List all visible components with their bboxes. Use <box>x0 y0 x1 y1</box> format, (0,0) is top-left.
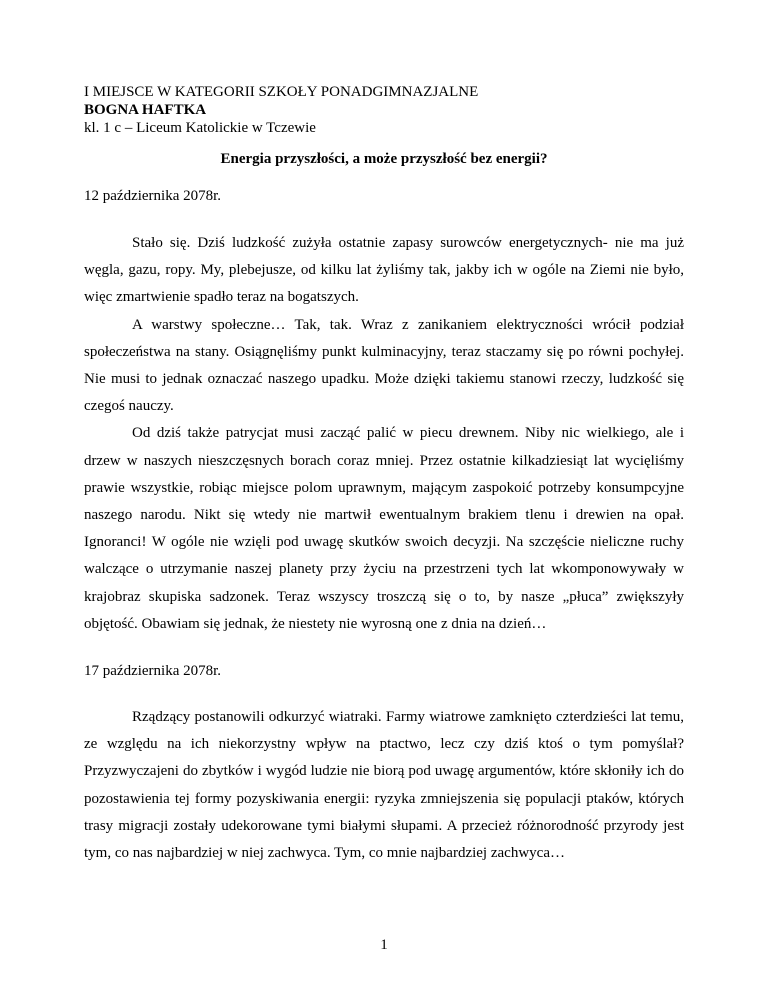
paragraph: Rządzący postanowili odkurzyć wiatraki. Farmy wiatrowe zamknięto czterdzieści lat temu, ze względu na ich niekorzystny wpływ na ptactwo, lecz czy dziś ktoś o tym pomyślał? Przyzwyczajeni do zbytków i wygód ludzie nie biorą pod uwagę argumentów, które skłoniły ich do pozostawienia tej formy pozyskiwania energii: ryzyka zmniejszenia się populacji ptaków, których trasy migracji zostały udekorowane tymi białymi słupami. A przecież różnorodność przyrody jest tym, co nas najbardziej w niej zachwyca. Tym, co mnie najbardziej zachwyca… <box>84 709 684 862</box>
document-header <box>84 83 684 137</box>
school-info: kl. 1 c – Liceum Katolickie w Tczewie <box>84 120 316 136</box>
entry-date: 17 października 2078r. <box>84 663 222 679</box>
paragraph: A warstwy społeczne… Tak, tak. Wraz z zanikaniem elektryczności wrócił podział społeczeństwa na stany. Osiągnęliśmy punkt kulminacyjny, teraz staczamy się po równi pochyłej. Nie musi to jednak oznaczać naszego upadku. Może dzięki takiemu stanowi rzeczy, ludzkość się czegoś nauczy. <box>84 316 684 415</box>
award-category: I MIEJSCE W KATEGORII SZKOŁY PONADGIMNAZJALNE <box>84 84 479 100</box>
author-name: BOGNA HAFTKA <box>84 102 207 118</box>
entry-body <box>84 704 684 867</box>
entry-body <box>84 230 684 638</box>
essay-title: Energia przyszłości, a może przyszłość bez energii? <box>220 151 548 167</box>
page-number: 1 <box>380 937 388 953</box>
paragraph: Stało się. Dziś ludzkość zużyła ostatnie zapasy surowców energetycznych- nie ma już węgla, gazu, ropy. My, plebejusze, od kilku lat żyliśmy tak, jakby ich w ogóle na Ziemi nie było, więc zmartwienie spadło teraz na bogatszych. <box>84 235 684 306</box>
entry-date: 12 października 2078r. <box>84 188 222 204</box>
paragraph: Od dziś także patrycjat musi zacząć palić w piecu drewnem. Niby nic wielkiego, ale i drzew w naszych nieszczęsnych borach coraz mniej. Przez ostatnie kilkadziesiąt lat wycięliśmy prawie wszystkie, robiąc miejsce polom uprawnym, mającym zaspokoić potrzeby konsumpcyjne naszego narodu. Nikt się wtedy nie martwił ewentualnym brakiem tlenu i drewien na opał. Ignoranci! W ogóle nie wzięli pod uwagę skutków swoich decyzji. Na szczęście nieliczne ruchy walczące o utrzymanie naszej planety przy życiu na przestrzeni tych lat wkomponowywały w krajobraz skupiska sadzonek. Teraz wszyscy troszczą się o to, by nasze „płuca” zwiększyły objętość. Obawiam się jednak, że niestety nie wyrosną one z dnia na dzień… <box>84 425 684 632</box>
